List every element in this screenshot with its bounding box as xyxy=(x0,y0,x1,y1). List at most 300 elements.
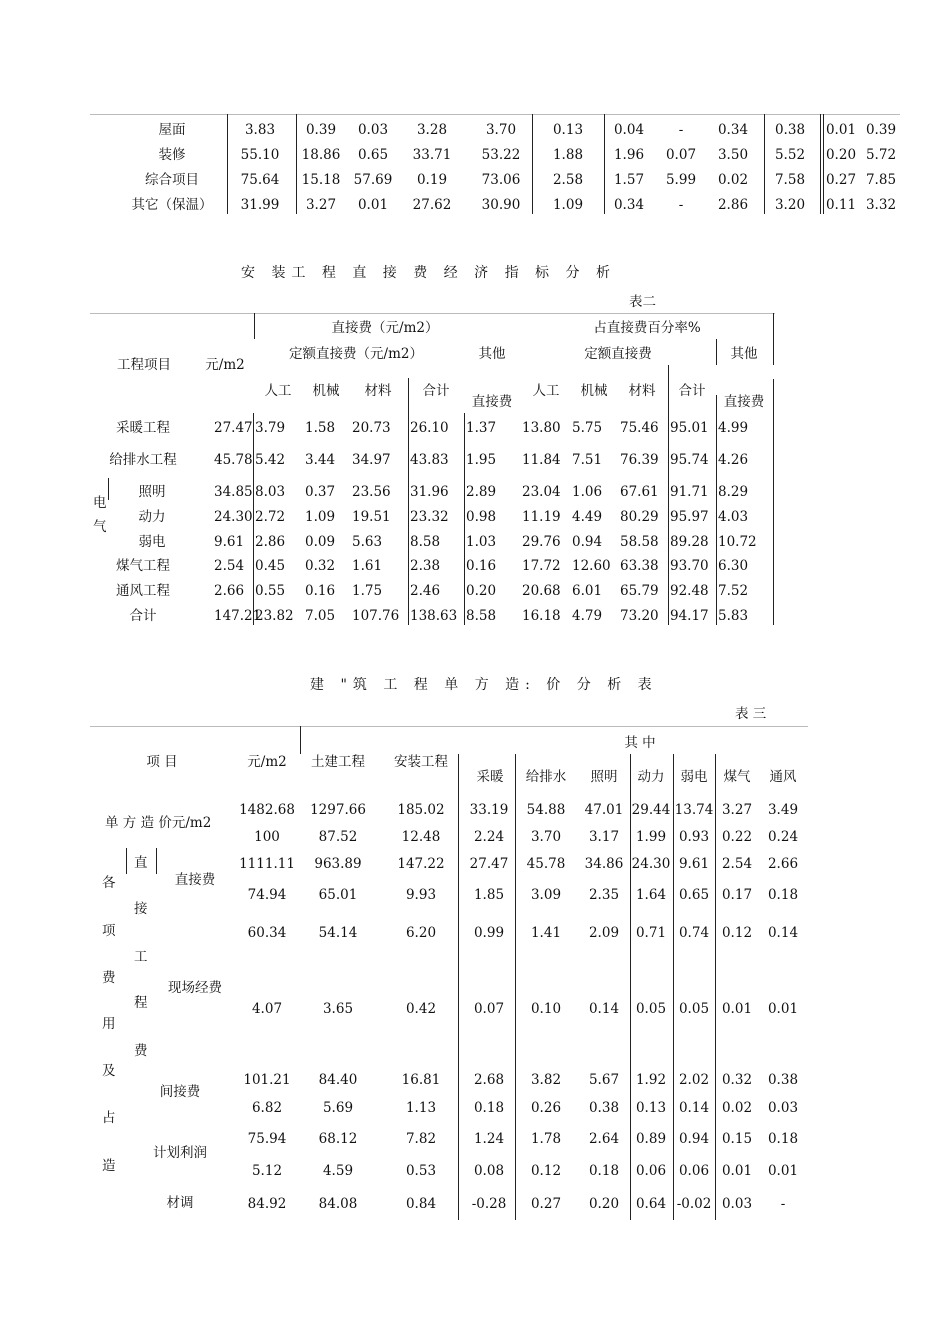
table3-cell: 0.20 xyxy=(588,1196,620,1212)
table3-cell: 0.02 xyxy=(721,1100,753,1116)
table3-cell: 2.35 xyxy=(588,887,620,903)
table3-header-sub: 动力 xyxy=(637,769,665,785)
table2-cell: 58.58 xyxy=(620,534,659,550)
table3-vertical-label: 各 xyxy=(102,875,116,891)
table3-cell: 0.01 xyxy=(721,1163,753,1179)
table2-header-labor: 人工 xyxy=(264,383,292,399)
table3-cell: -0.02 xyxy=(676,1196,712,1212)
table2-cell: 2.66 xyxy=(214,583,245,599)
table3-cell: - xyxy=(780,1196,786,1212)
table2-header-material: 材料 xyxy=(364,383,392,399)
table3-header-unit: 元/m2 xyxy=(247,754,287,770)
table3-cell: 54.14 xyxy=(318,925,358,941)
table3-cell: 2.09 xyxy=(588,925,620,941)
table2-header-direct-fee: 直接费（元/m2） xyxy=(331,320,439,336)
table3-cell: 45.78 xyxy=(526,856,566,872)
table2-cell: 20.68 xyxy=(522,583,561,599)
table1-cell: 30.90 xyxy=(481,197,521,213)
table3-vertical-label: 造 xyxy=(102,1158,116,1174)
table3-cell: 1.41 xyxy=(530,925,562,941)
table2-cell: 4.26 xyxy=(718,452,749,468)
table3-cell: 2.68 xyxy=(473,1072,505,1088)
table3-divider xyxy=(300,726,301,754)
table2-cell: 76.39 xyxy=(620,452,659,468)
table1-cell: 2.86 xyxy=(717,197,749,213)
table3-cell: 0.27 xyxy=(530,1196,562,1212)
table3-cell: 5.67 xyxy=(588,1072,620,1088)
table3-header-sub: 照明 xyxy=(590,769,618,785)
table2-cell: 8.03 xyxy=(255,484,286,500)
table2-header-quota-pct: 定额直接费 xyxy=(584,346,652,362)
table3-cell: 0.22 xyxy=(721,829,753,845)
table3-cell: 4.07 xyxy=(251,1001,283,1017)
table1-top-rule xyxy=(90,114,900,115)
table3-cell: 2.02 xyxy=(678,1072,710,1088)
table1-row-label: 其它（保温） xyxy=(131,197,213,213)
table2-cell: 80.29 xyxy=(620,509,659,525)
table2-cell: 93.70 xyxy=(670,558,709,574)
table3-header-install: 安装工程 xyxy=(394,754,448,770)
table3-cell: 0.18 xyxy=(588,1163,620,1179)
table2-cell: 89.28 xyxy=(670,534,709,550)
table2-cell: 2.38 xyxy=(410,558,441,574)
table2-cell: 17.72 xyxy=(522,558,561,574)
table2-cell: 92.48 xyxy=(670,583,709,599)
table3-header-sub: 煤气 xyxy=(723,769,751,785)
table2-cell: 0.32 xyxy=(305,558,336,574)
table2-divider xyxy=(254,313,255,339)
table1-cell: 0.39 xyxy=(865,122,897,138)
table2-cell: 19.51 xyxy=(352,509,391,525)
table3-header-sub: 给排水 xyxy=(525,769,567,785)
table3-cell: 0.03 xyxy=(721,1196,753,1212)
table2-cell: 4.03 xyxy=(718,509,749,525)
table1-divider xyxy=(820,114,821,214)
table1-cell: 1.57 xyxy=(613,172,645,188)
table2-cell: 34.85 xyxy=(214,484,253,500)
table3-vertical-label: 占 xyxy=(102,1110,116,1126)
table2-header-direct-pct: 直接费 xyxy=(723,394,765,410)
table3-cell: 68.12 xyxy=(318,1131,358,1147)
table3-cell: 0.99 xyxy=(473,925,505,941)
table2-header-direct: 直接费 xyxy=(471,394,513,410)
table3-cell: 1297.66 xyxy=(310,802,366,818)
table3-vertical-label: 接 xyxy=(134,901,148,917)
table3-cell: 0.53 xyxy=(405,1163,437,1179)
table2-cell: 1.58 xyxy=(305,420,336,436)
table2-cell: 9.61 xyxy=(214,534,245,550)
table2-cell: 91.71 xyxy=(670,484,709,500)
table3-divider xyxy=(515,754,516,1220)
table2-header-quota: 定额直接费（元/m2） xyxy=(289,346,423,362)
table2-row-label: 动力 xyxy=(138,509,166,525)
table3-cell: 1.64 xyxy=(635,887,667,903)
table2-cell: 45.78 xyxy=(214,452,253,468)
table2-cell: 23.32 xyxy=(410,509,449,525)
table1-cell: 3.28 xyxy=(416,122,448,138)
table2-cell: 65.79 xyxy=(620,583,659,599)
table3-divider xyxy=(156,848,157,874)
table1-cell: 57.69 xyxy=(353,172,393,188)
table2-cell: 5.75 xyxy=(572,420,603,436)
table3-cell: 0.17 xyxy=(721,887,753,903)
table2-header-item: 工程项目 xyxy=(117,357,171,373)
table3-cell: 0.12 xyxy=(721,925,753,941)
table2-cell: 0.20 xyxy=(466,583,497,599)
table2-cell: 43.83 xyxy=(410,452,449,468)
table1-cell: 15.18 xyxy=(301,172,341,188)
table3-divider xyxy=(673,754,674,1220)
table3-header-civil: 土建工程 xyxy=(311,754,365,770)
table3-cell: 0.42 xyxy=(405,1001,437,1017)
table3-cell: 16.81 xyxy=(401,1072,441,1088)
table3-label-unit-cost: 单 方 造 价元/m2 xyxy=(105,815,212,831)
table2-row-label: 给排水工程 xyxy=(109,452,177,468)
table3-cell: 12.48 xyxy=(401,829,441,845)
table3-cell: 0.03 xyxy=(767,1100,799,1116)
table3-cell: 2.54 xyxy=(721,856,753,872)
table1-divider xyxy=(604,114,605,214)
table1-divider xyxy=(764,114,765,214)
table3-cell: 0.74 xyxy=(678,925,710,941)
table2-cell: 34.97 xyxy=(352,452,391,468)
table3-vertical-label: 费 xyxy=(134,1043,148,1059)
table3-vertical-label: 费 xyxy=(102,970,116,986)
table3-cell: -0.28 xyxy=(471,1196,507,1212)
table3-number: 表 三 xyxy=(735,706,767,722)
table2-cell: 4.49 xyxy=(572,509,603,525)
table2-cell: 0.16 xyxy=(466,558,497,574)
table2-cell: 95.97 xyxy=(670,509,709,525)
table2-number: 表二 xyxy=(629,294,656,310)
table1-cell: 3.83 xyxy=(244,122,276,138)
table2-cell: 13.80 xyxy=(522,420,561,436)
table3-vertical-label: 程 xyxy=(134,995,148,1011)
table3-cell: 0.06 xyxy=(635,1163,667,1179)
table1-cell: 0.13 xyxy=(552,122,584,138)
table1-row-label: 综合项目 xyxy=(145,172,199,188)
table1-cell: 0.34 xyxy=(717,122,749,138)
table2-cell: 4.79 xyxy=(572,608,603,624)
table3-cell: 0.10 xyxy=(530,1001,562,1017)
table2-cell: 0.98 xyxy=(466,509,497,525)
table1-divider xyxy=(296,114,297,214)
table1-cell: 0.01 xyxy=(825,122,857,138)
table2-cell: 67.61 xyxy=(620,484,659,500)
table2-top-rule xyxy=(90,313,775,314)
table3-cell: 1.92 xyxy=(635,1072,667,1088)
table3-title: 建 "筑 工 程 单 方 造: 价 分 析 表 xyxy=(310,677,658,693)
table3-cell: 1.24 xyxy=(473,1131,505,1147)
table3-cell: 0.01 xyxy=(721,1001,753,1017)
table2-cell: 16.18 xyxy=(522,608,561,624)
table3-label-indirect: 间接费 xyxy=(159,1084,201,1100)
table1-cell: 0.20 xyxy=(825,147,857,163)
table1-cell: 18.86 xyxy=(301,147,341,163)
table3-vertical-label: 用 xyxy=(102,1016,116,1032)
table3-divider xyxy=(630,754,631,1220)
table2-header-material-pct: 材料 xyxy=(628,383,656,399)
table3-cell: 963.89 xyxy=(314,856,362,872)
table3-cell: 0.06 xyxy=(678,1163,710,1179)
table3-cell: 3.17 xyxy=(588,829,620,845)
table3-header-among: 其 中 xyxy=(624,735,656,751)
table1-cell: 31.99 xyxy=(240,197,280,213)
table1-cell: 0.39 xyxy=(305,122,337,138)
table1-divider xyxy=(532,114,533,214)
table3-cell: 0.08 xyxy=(473,1163,505,1179)
table2-cell: 1.06 xyxy=(572,484,603,500)
table3-cell: 3.27 xyxy=(721,802,753,818)
table3-cell: 0.05 xyxy=(678,1001,710,1017)
table3-cell: 3.82 xyxy=(530,1072,562,1088)
table3-cell: 0.18 xyxy=(767,1131,799,1147)
table3-vertical-label: 项 xyxy=(102,923,116,939)
table1-cell: 2.58 xyxy=(552,172,584,188)
table1-cell: 0.02 xyxy=(717,172,749,188)
table3-cell: 101.21 xyxy=(243,1072,291,1088)
table3-cell: 34.86 xyxy=(584,856,624,872)
table1-divider xyxy=(823,114,824,214)
table2-header-labor-pct: 人工 xyxy=(532,383,560,399)
table2-cell: 1.37 xyxy=(466,420,497,436)
table3-cell: 0.07 xyxy=(473,1001,505,1017)
table3-cell: 0.15 xyxy=(721,1131,753,1147)
table3-cell: 6.20 xyxy=(405,925,437,941)
table2-cell: 4.99 xyxy=(718,420,749,436)
table2-cell: 3.44 xyxy=(305,452,336,468)
table3-cell: 0.05 xyxy=(635,1001,667,1017)
table2-cell: 0.16 xyxy=(305,583,336,599)
table2-cell: 3.79 xyxy=(255,420,286,436)
table1-cell: 1.09 xyxy=(552,197,584,213)
table3-cell: 0.18 xyxy=(473,1100,505,1116)
table3-divider xyxy=(458,754,459,1220)
table2-cell: 1.75 xyxy=(352,583,383,599)
table2-group-electric: 电 xyxy=(93,495,107,511)
table3-cell: 5.69 xyxy=(322,1100,354,1116)
table2-cell: 6.01 xyxy=(572,583,603,599)
table2-cell: 0.09 xyxy=(305,534,336,550)
table3-header-sub: 通风 xyxy=(769,769,797,785)
table1-cell: 0.27 xyxy=(825,172,857,188)
table2-cell: 5.83 xyxy=(718,608,749,624)
table2-title: 安 装工 程 直 接 费 经 济 指 标 分 析 xyxy=(241,265,616,281)
table3-cell: 0.94 xyxy=(678,1131,710,1147)
table3-label-direct-fee: 直接费 xyxy=(174,872,216,888)
table2-header-total-pct: 合计 xyxy=(678,383,706,399)
table2-cell: 12.60 xyxy=(572,558,611,574)
table2-cell: 31.96 xyxy=(410,484,449,500)
table2-cell: 26.10 xyxy=(410,420,449,436)
table3-vertical-label: 及 xyxy=(102,1063,116,1079)
table3-cell: 13.74 xyxy=(674,802,714,818)
table3-cell: 33.19 xyxy=(469,802,509,818)
table3-cell: 0.71 xyxy=(635,925,667,941)
table3-cell: 147.22 xyxy=(397,856,445,872)
table1-cell: 53.22 xyxy=(481,147,521,163)
table2-row-label: 通风工程 xyxy=(116,583,170,599)
table2-divider xyxy=(773,313,774,365)
table3-header-sub: 采暖 xyxy=(476,769,504,785)
table3-cell: 6.82 xyxy=(251,1100,283,1116)
table3-cell: 0.01 xyxy=(767,1001,799,1017)
table2-row-label: 煤气工程 xyxy=(116,558,170,574)
table1-divider xyxy=(227,114,228,214)
table1-cell: 0.19 xyxy=(416,172,448,188)
table3-cell: 7.82 xyxy=(405,1131,437,1147)
table1-cell: 1.96 xyxy=(613,147,645,163)
table3-cell: 84.40 xyxy=(318,1072,358,1088)
table3-divider xyxy=(126,848,127,874)
table3-top-rule xyxy=(90,726,808,727)
table1-cell: 3.20 xyxy=(774,197,806,213)
table3-cell: 9.61 xyxy=(678,856,710,872)
table2-cell: 11.19 xyxy=(522,509,561,525)
table1-cell: 5.99 xyxy=(665,172,697,188)
table3-cell: 0.93 xyxy=(678,829,710,845)
table2-cell: 138.63 xyxy=(410,608,458,624)
table2-cell: 0.94 xyxy=(572,534,603,550)
table2-cell: 11.84 xyxy=(522,452,561,468)
table3-cell: 84.92 xyxy=(247,1196,287,1212)
table2-cell: 0.55 xyxy=(255,583,286,599)
table2-divider xyxy=(716,339,717,365)
table3-cell: 2.64 xyxy=(588,1131,620,1147)
table2-cell: 8.58 xyxy=(410,534,441,550)
table1-cell: 1.88 xyxy=(552,147,584,163)
table2-cell: 1.09 xyxy=(305,509,336,525)
table1-cell: 0.01 xyxy=(357,197,389,213)
table3-cell: 0.89 xyxy=(635,1131,667,1147)
table2-cell: 147.21 xyxy=(214,608,262,624)
table3-cell: 60.34 xyxy=(247,925,287,941)
table2-divider xyxy=(773,379,774,625)
table3-divider xyxy=(715,754,716,1220)
table3-cell: 0.14 xyxy=(678,1100,710,1116)
table2-cell: 5.42 xyxy=(255,452,286,468)
table2-row-label: 合计 xyxy=(129,608,157,624)
table3-cell: 27.47 xyxy=(469,856,509,872)
table2-cell: 7.52 xyxy=(718,583,749,599)
table2-header-machine: 机械 xyxy=(312,383,340,399)
table3-cell: 29.44 xyxy=(631,802,671,818)
table2-cell: 20.73 xyxy=(352,420,391,436)
table2-cell: 2.54 xyxy=(214,558,245,574)
table2-cell: 5.63 xyxy=(352,534,383,550)
table1-cell: 27.62 xyxy=(412,197,452,213)
table2-cell: 94.17 xyxy=(670,608,709,624)
table3-cell: 54.88 xyxy=(526,802,566,818)
table2-cell: 0.37 xyxy=(305,484,336,500)
table1-cell: 3.50 xyxy=(717,147,749,163)
table1-cell: 7.58 xyxy=(774,172,806,188)
table2-row-label: 弱电 xyxy=(138,534,166,550)
table2-header-total: 合计 xyxy=(422,383,450,399)
table2-cell: 73.20 xyxy=(620,608,659,624)
table2-cell: 0.45 xyxy=(255,558,286,574)
table3-cell: 3.70 xyxy=(530,829,562,845)
table3-label-material: 材调 xyxy=(166,1195,194,1211)
table2-cell: 1.95 xyxy=(466,452,497,468)
table2-cell: 1.61 xyxy=(352,558,383,574)
table3-cell: 84.08 xyxy=(318,1196,358,1212)
table1-cell: 73.06 xyxy=(481,172,521,188)
table1-cell: 0.34 xyxy=(613,197,645,213)
table3-cell: 24.30 xyxy=(631,856,671,872)
table2-cell: 107.76 xyxy=(352,608,400,624)
table3-cell: 0.18 xyxy=(767,887,799,903)
table3-cell: 185.02 xyxy=(397,802,445,818)
table3-cell: 3.65 xyxy=(322,1001,354,1017)
table2-cell: 10.72 xyxy=(718,534,757,550)
table3-cell: 65.01 xyxy=(318,887,358,903)
table3-cell: 0.13 xyxy=(635,1100,667,1116)
table3-cell: 0.38 xyxy=(588,1100,620,1116)
table1-cell: 0.07 xyxy=(665,147,697,163)
table1-cell: 5.52 xyxy=(774,147,806,163)
table2-cell: 24.30 xyxy=(214,509,253,525)
table1-cell: 0.38 xyxy=(774,122,806,138)
table2-cell: 6.30 xyxy=(718,558,749,574)
table3-label-site-fee: 现场经费 xyxy=(168,980,222,996)
table2-cell: 2.46 xyxy=(410,583,441,599)
table2-header-percent: 占直接费百分率% xyxy=(593,320,701,336)
table2-cell: 2.72 xyxy=(255,509,286,525)
table3-cell: 0.24 xyxy=(767,829,799,845)
table2-cell: 23.04 xyxy=(522,484,561,500)
table3-cell: 3.49 xyxy=(767,802,799,818)
table2-cell: 75.46 xyxy=(620,420,659,436)
table3-cell: 0.12 xyxy=(530,1163,562,1179)
table2-cell: 27.47 xyxy=(214,420,253,436)
table3-header-item: 项 目 xyxy=(146,754,178,770)
table2-cell: 7.05 xyxy=(305,608,336,624)
table1-cell: - xyxy=(678,197,684,213)
table3-cell: 0.01 xyxy=(767,1163,799,1179)
table1-cell: 0.04 xyxy=(613,122,645,138)
table2-header-other: 其他 xyxy=(478,346,506,362)
table3-cell: 0.14 xyxy=(588,1001,620,1017)
table3-cell: 1.85 xyxy=(473,887,505,903)
table1-cell: 33.71 xyxy=(412,147,452,163)
table2-header-unit: 元/m2 xyxy=(205,357,245,373)
table2-cell: 23.82 xyxy=(255,608,294,624)
table2-divider xyxy=(108,478,109,500)
table1-cell: 5.72 xyxy=(865,147,897,163)
table3-cell: 2.24 xyxy=(473,829,505,845)
table3-cell: 4.59 xyxy=(322,1163,354,1179)
table1-cell: 55.10 xyxy=(240,147,280,163)
table2-cell: 7.51 xyxy=(572,452,603,468)
table1-row-label: 装修 xyxy=(158,147,186,163)
table1-cell: 0.03 xyxy=(357,122,389,138)
table3-cell: 3.09 xyxy=(530,887,562,903)
table1-cell: 3.70 xyxy=(485,122,517,138)
table3-cell: 1482.68 xyxy=(239,802,295,818)
table2-cell: 2.86 xyxy=(255,534,286,550)
table2-row-label: 采暖工程 xyxy=(116,420,170,436)
table2-cell: 63.38 xyxy=(620,558,659,574)
table2-cell: 29.76 xyxy=(522,534,561,550)
table1-row-label: 屋面 xyxy=(158,122,186,138)
table2-cell: 95.01 xyxy=(670,420,709,436)
table2-header-machine-pct: 机械 xyxy=(580,383,608,399)
table3-cell: 1.13 xyxy=(405,1100,437,1116)
table3-cell: 0.65 xyxy=(678,887,710,903)
table3-cell: 47.01 xyxy=(584,802,624,818)
table1-cell: 75.64 xyxy=(240,172,280,188)
